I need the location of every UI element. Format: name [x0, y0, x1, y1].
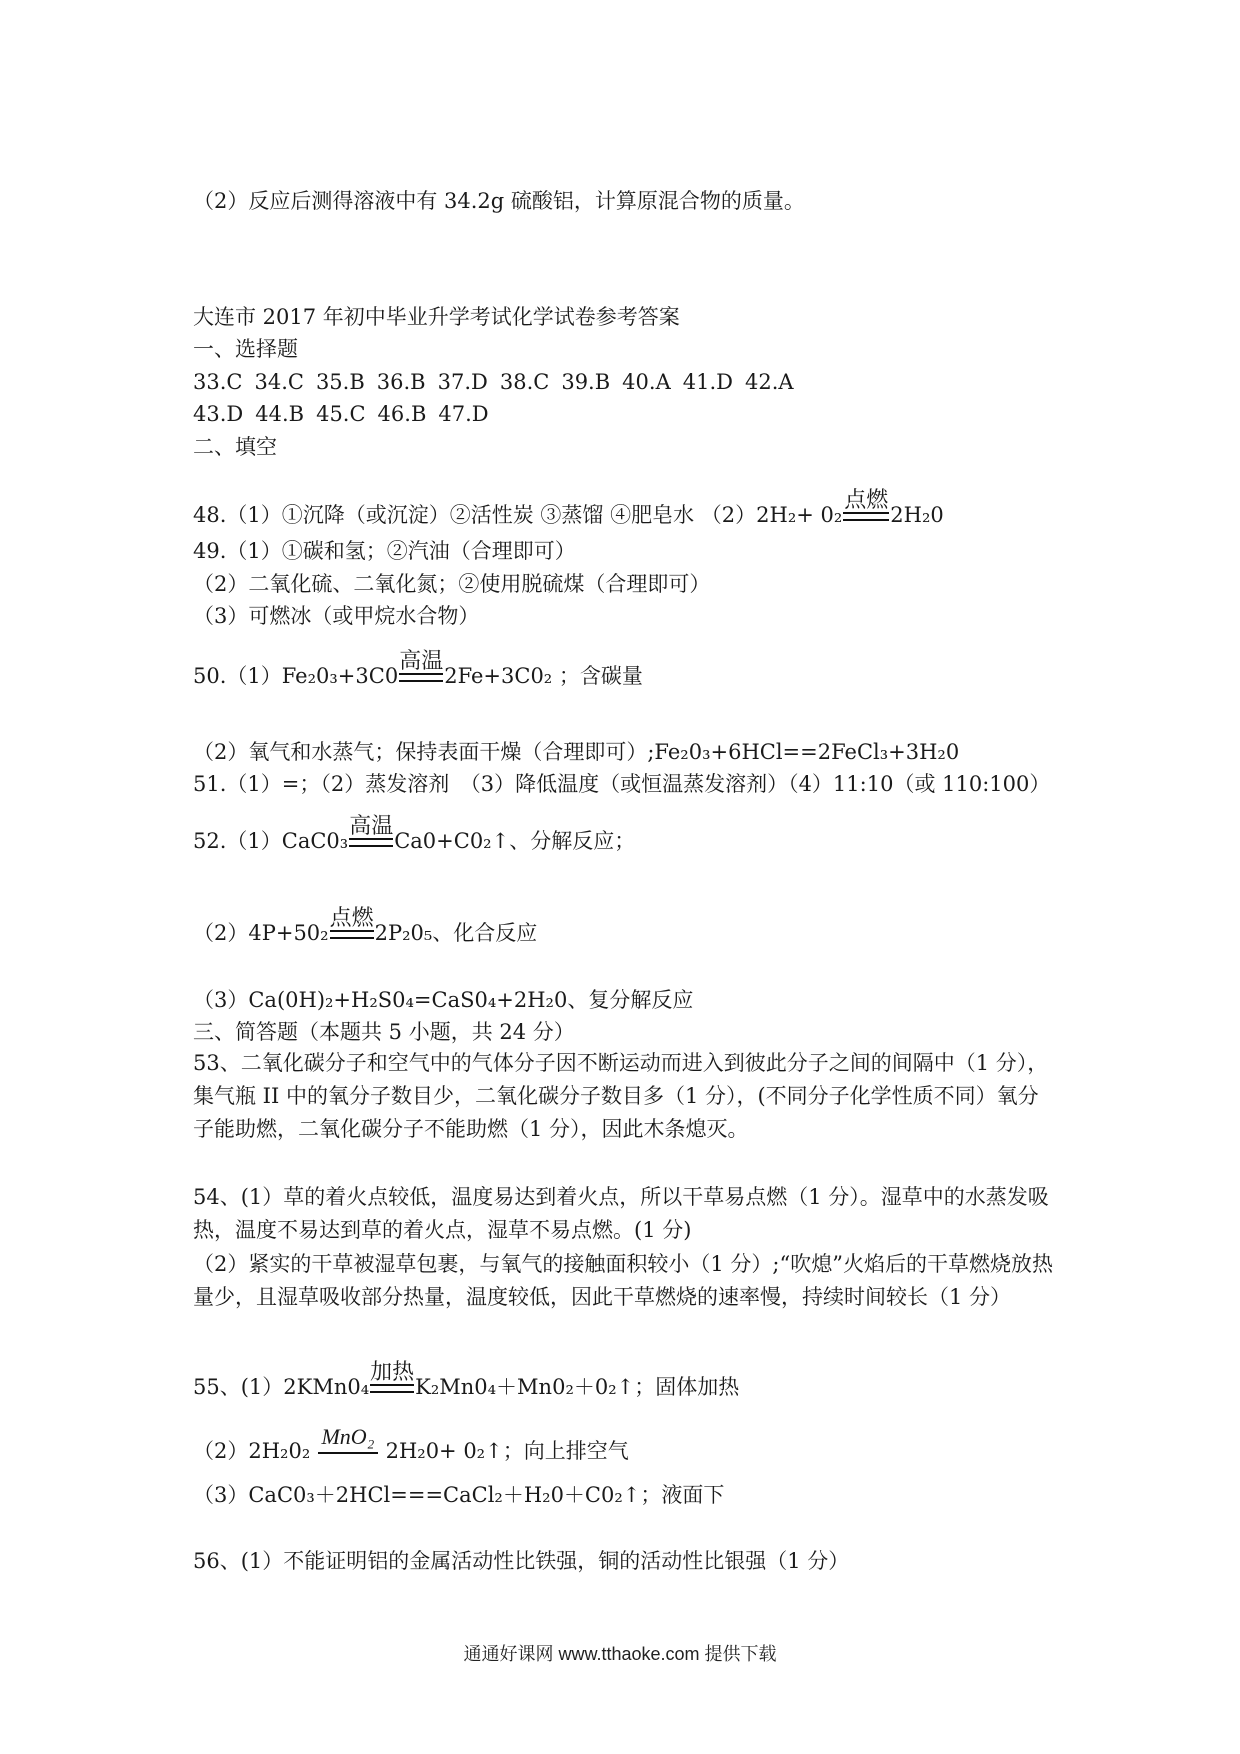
answer-52-2	[193, 906, 538, 948]
reaction-condition-label: MnO₂	[321, 1424, 375, 1449]
answer-54-2: （2）紧实的干草被湿草包裹，与氧气的接触面积较小（1 分）;“吹熄”火焰后的干草燃烧放热量少，且湿草吸收部分热量，温度较低，因此干草燃烧的速率慢，持续时间较长（1 分）	[193, 1252, 1053, 1309]
reaction-condition-arrow	[329, 906, 374, 948]
answer-55-2-product: 2H₂0+ 0₂↑；向上排空气	[378, 1439, 629, 1463]
answer-title: 大连市 2017 年初中毕业升学考试化学试卷参考答案	[193, 305, 680, 329]
answer-50-text: 50.（1）Fe₂0₃+3C0	[193, 664, 399, 688]
answer-55-product: K₂Mn0₄＋Mn0₂＋0₂↑；固体加热	[415, 1375, 740, 1399]
reaction-condition-arrow	[318, 1424, 378, 1466]
answer-49-1: 49.（1）①碳和氢；②汽油（合理即可）	[193, 539, 576, 563]
choice-answer: 40.A	[622, 370, 671, 394]
answer-49-2: （2）二氧化硫、二氧化氮；②使用脱硫煤（合理即可）	[193, 572, 711, 596]
choice-answers-row-2	[193, 399, 501, 429]
choice-answer: 33.C	[193, 370, 243, 394]
answer-55-text: 55、(1）2KMn0₄	[193, 1375, 370, 1399]
reaction-condition-label: 点燃	[844, 488, 889, 513]
choice-answer: 37.D	[437, 370, 488, 394]
answer-56: 56、(1）不能证明铝的金属活动性比铁强，铜的活动性比银强（1 分）	[193, 1549, 850, 1573]
choice-answer: 39.B	[561, 370, 611, 394]
reaction-condition-label: 点燃	[329, 906, 374, 931]
answer-48	[193, 488, 944, 530]
reaction-condition-label: 高温	[349, 814, 394, 839]
reaction-condition-label: 高温	[399, 649, 444, 674]
reaction-condition-arrow	[370, 1360, 415, 1402]
choice-answer: 35.B	[315, 370, 365, 394]
reaction-condition-arrow	[349, 814, 394, 856]
answer-50-2: （2）氧气和水蒸气；保持表面干燥（合理即可）;Fe₂0₃+6HCl==2FeCl₃+3H₂0	[193, 740, 960, 764]
reaction-condition-label: 加热	[370, 1360, 415, 1385]
answer-54-1: 54、(1）草的着火点较低，温度易达到着火点，所以干草易点燃（1 分）。湿草中的水蒸发吸热，温度不易达到草的着火点，湿草不易点燃。(1 分)	[193, 1185, 1049, 1242]
choice-answer: 42.A	[744, 370, 794, 394]
choice-answer: 45.C	[316, 402, 366, 426]
answer-52-3: （3）Ca(0H)₂+H₂S0₄=CaS0₄+2H₂0、复分解反应	[193, 988, 694, 1012]
answer-52-2-product: 2P₂0₅、化合反应	[374, 921, 538, 945]
section-fill-heading: 二、填空	[193, 435, 277, 459]
reaction-condition-arrow	[843, 488, 889, 530]
choice-answer: 46.B	[377, 402, 427, 426]
answer-52-product: Ca0+C0₂↑、分解反应；	[394, 829, 636, 853]
answer-48-text: 48.（1）①沉降（或沉淀）②活性炭 ③蒸馏 ④肥皂水 （2）2H₂+ 0₂	[193, 503, 843, 527]
answer-55-1	[193, 1360, 740, 1402]
question-2-calculation: （2）反应后测得溶液中有 34.2g 硫酸铝，计算原混合物的质量。	[193, 189, 805, 213]
choice-answer: 34.C	[254, 370, 304, 394]
answer-55-3: （3）CaC0₃＋2HCl===CaCl₂＋H₂0＋C0₂↑；液面下	[193, 1483, 725, 1507]
answer-55-2-text: （2）2H₂0₂	[193, 1439, 317, 1463]
answer-52-1	[193, 814, 636, 856]
choice-answer: 43.D	[193, 402, 244, 426]
section-short-answer-heading: 三、简答题（本题共 5 小题，共 24 分）	[193, 1020, 575, 1044]
choice-answer: 41.D	[682, 370, 733, 394]
choice-answer: 38.C	[499, 370, 550, 394]
answer-50-1	[193, 649, 643, 691]
page-footer: 通通好课网 www.tthaoke.com 提供下载	[463, 1644, 777, 1664]
answer-49-3: （3）可燃冰（或甲烷水合物）	[193, 604, 480, 628]
answer-53: 53、二氧化碳分子和空气中的气体分子因不断运动而进入到彼此分子之间的间隔中（1 分），集气瓶 II 中的氧分子数目少，二氧化碳分子数目多（1 分），(不同分子化学性质不同）氧分子能助燃，二氧化碳分子不能助燃（1 分），因此木条熄灭。	[193, 1051, 1049, 1141]
answer-48-product: 2H₂0	[890, 503, 944, 527]
answer-52-2-text: （2）4P+50₂	[193, 921, 329, 945]
answer-51: 51.（1）=；（2）蒸发溶剂 （3）降低温度（或恒温蒸发溶剂）（4）11:10（或 110:100）	[193, 772, 1051, 796]
choice-answer: 36.B	[376, 370, 426, 394]
answer-50-product: 2Fe+3C0₂ ；含碳量	[444, 664, 643, 688]
choice-answers-row-1	[193, 367, 806, 397]
reaction-condition-arrow	[399, 649, 444, 691]
answer-55-2	[193, 1424, 629, 1466]
answer-52-text: 52.（1）CaC0₃	[193, 829, 349, 853]
choice-answer: 47.D	[438, 402, 489, 426]
section-choice-heading: 一、选择题	[193, 337, 298, 361]
choice-answer: 44.B	[255, 402, 305, 426]
